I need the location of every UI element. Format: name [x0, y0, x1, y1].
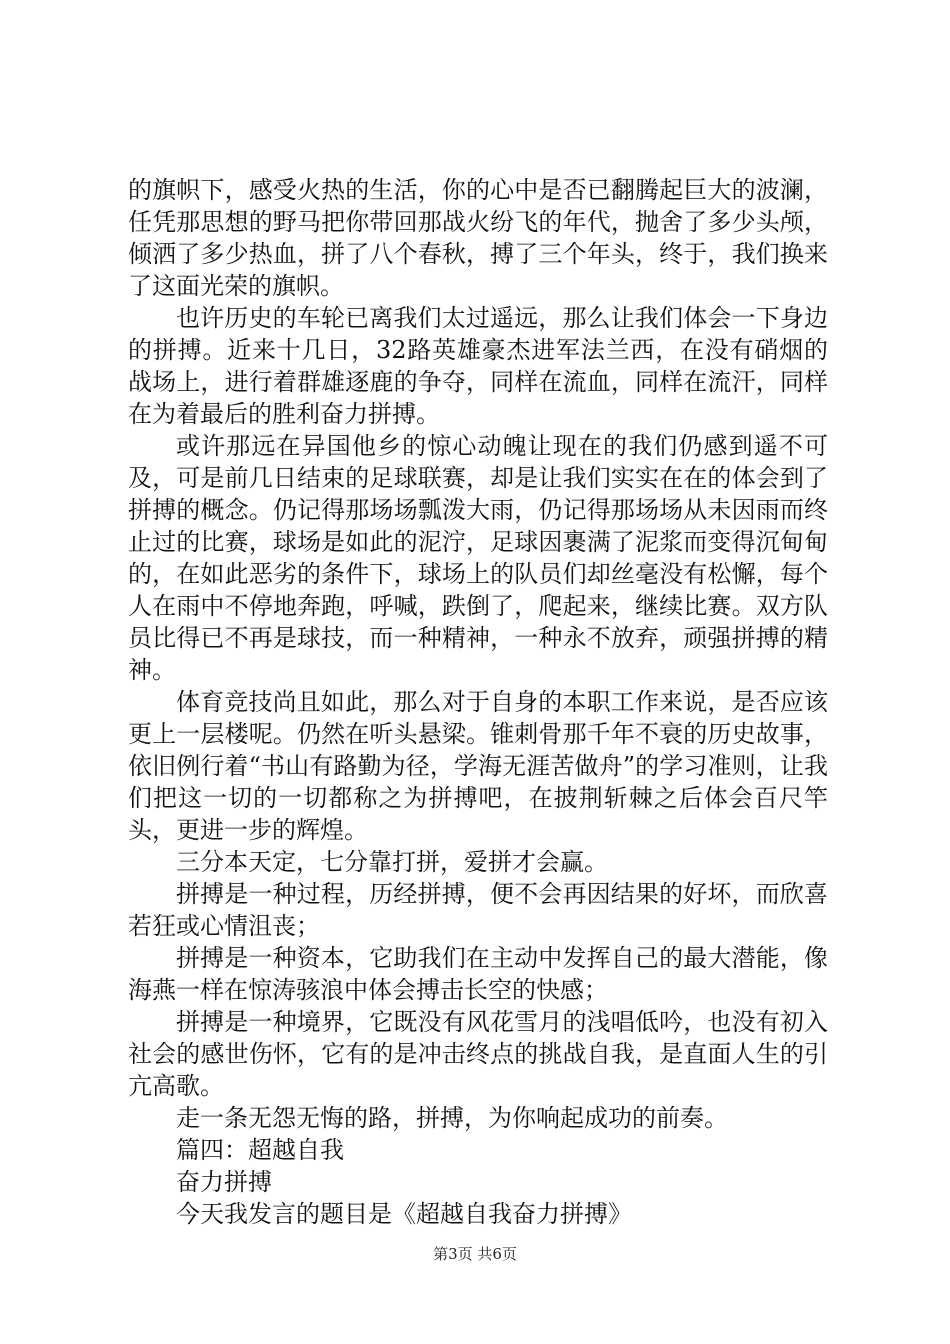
- paragraph-12: 今天我发言的题目是《超越自我奋力拼搏》: [176, 1200, 632, 1228]
- paragraph-6: 拼搏是一种过程，历经拼搏，便不会再因结果的好坏，而欣喜若狂或心情沮丧；: [128, 880, 828, 940]
- section-heading: 篇四：超越自我: [176, 1136, 344, 1164]
- paragraph-5: 三分本天定，七分靠打拼，爱拼才会赢。: [176, 848, 608, 876]
- page-footer: 第3页 共6页: [433, 1245, 517, 1263]
- paragraph-7: 拼搏是一种资本，它助我们在主动中发挥自己的最大潜能，像海燕一样在惊涛骇浪中体会搏击长空的快感；: [128, 944, 828, 1004]
- body-text: [128, 174, 828, 1230]
- section-subtitle: 奋力拼搏: [176, 1168, 272, 1196]
- paragraph-9: 走一条无怨无悔的路，拼搏，为你响起成功的前奏。: [176, 1104, 728, 1132]
- paragraph-1: 的旗帜下，感受火热的生活，你的心中是否已翻腾起巨大的波澜，任凭那思想的野马把你带回那战火纷飞的年代，抛舍了多少头颅，倾洒了多少热血，拼了八个春秋，搏了三个年头，终于，我们换来了这面光荣的旗帜。: [128, 176, 828, 300]
- paragraph-2: 也许历史的车轮已离我们太过遥远，那么让我们体会一下身边的拼搏。近来十几日，32路英雄豪杰进军法兰西，在没有硝烟的战场上，进行着群雄逐鹿的争夺，同样在流血，同样在流汗，同样在为着最后的胜利奋力拼搏。: [128, 304, 828, 428]
- paragraph-3: 或许那远在异国他乡的惊心动魄让现在的我们仍感到遥不可及，可是前几日结束的足球联赛，却是让我们实实在在的体会到了拼搏的概念。仍记得那场场瓢泼大雨，仍记得那场场从未因雨而终止过的比赛，球场是如此的泥泞，足球因裹满了泥浆而变得沉甸甸的，在如此恶劣的条件下，球场上的队员们却丝毫没有松懈，每个人在雨中不停地奔跑，呼喊，跌倒了，爬起来，继续比赛。双方队员比得已不再是球技，而一种精神，一种永不放弃，顽强拼搏的精神。: [128, 432, 828, 684]
- paragraph-8: 拼搏是一种境界，它既没有风花雪月的浅唱低吟，也没有初入社会的感世伤怀，它有的是冲击终点的挑战自我，是直面人生的引亢高歌。: [128, 1008, 828, 1100]
- paragraph-4: 体育竞技尚且如此，那么对于自身的本职工作来说，是否应该更上一层楼呢。仍然在听头悬梁。锥刺骨那千年不衰的历史故事，依旧例行着“书山有路勤为径，学海无涯苦做舟”的学习准则，让我们把这一切的一切都称之为拼搏吧，在披荆斩棘之后体会百尺竿头，更进一步的辉煌。: [128, 688, 828, 844]
